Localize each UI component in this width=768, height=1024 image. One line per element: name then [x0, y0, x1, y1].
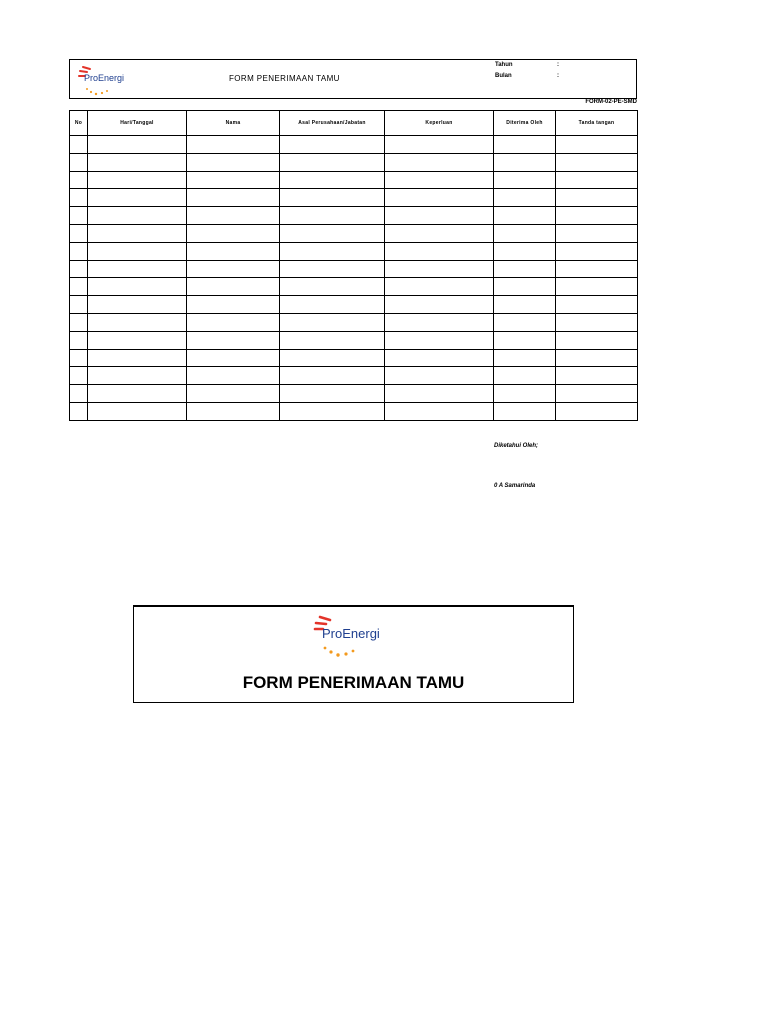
table-cell[interactable] [187, 260, 280, 278]
cover-box [133, 605, 574, 703]
table-row [70, 260, 638, 278]
table-cell[interactable] [385, 313, 494, 331]
table-cell[interactable] [70, 331, 88, 349]
table-row [70, 367, 638, 385]
table-cell[interactable] [70, 313, 88, 331]
table-cell[interactable] [280, 296, 385, 314]
table-cell[interactable] [385, 207, 494, 225]
cover-title: FORM PENERIMAAN TAMU [242, 673, 465, 692]
table-cell[interactable] [494, 224, 556, 242]
table-cell[interactable] [88, 278, 187, 296]
table-row [70, 331, 638, 349]
table-row [70, 296, 638, 314]
table-cell[interactable] [556, 296, 638, 314]
proenergi-logo [75, 64, 141, 98]
table-cell[interactable] [280, 189, 385, 207]
table-cell[interactable] [494, 136, 556, 154]
table-cell[interactable] [494, 402, 556, 420]
table-cell[interactable] [70, 171, 88, 189]
form-code: FORM-02-PE-SMD [585, 99, 637, 105]
table-cell[interactable] [70, 189, 88, 207]
table-row [70, 171, 638, 189]
table-cell[interactable] [280, 153, 385, 171]
table-cell[interactable] [385, 260, 494, 278]
table-cell[interactable] [187, 385, 280, 403]
table-cell[interactable] [556, 349, 638, 367]
table-cell[interactable] [556, 402, 638, 420]
table-cell[interactable] [187, 402, 280, 420]
table-cell[interactable] [88, 349, 187, 367]
table-cell[interactable] [385, 189, 494, 207]
table-cell[interactable] [88, 224, 187, 242]
table-cell[interactable] [187, 189, 280, 207]
table-cell[interactable] [70, 242, 88, 260]
table-cell[interactable] [88, 189, 187, 207]
table-cell[interactable] [556, 189, 638, 207]
table-cell[interactable] [494, 260, 556, 278]
table-cell[interactable] [385, 136, 494, 154]
table-cell[interactable] [494, 189, 556, 207]
table-cell[interactable] [187, 242, 280, 260]
table-cell[interactable] [88, 402, 187, 420]
table-cell[interactable] [70, 224, 88, 242]
table-cell[interactable] [70, 385, 88, 403]
table-row [70, 278, 638, 296]
table-cell[interactable] [187, 331, 280, 349]
table-cell[interactable] [280, 402, 385, 420]
table-cell[interactable] [556, 224, 638, 242]
table-cell[interactable] [280, 171, 385, 189]
table-row [70, 349, 638, 367]
table-cell[interactable] [280, 385, 385, 403]
month-label: Bulan [495, 73, 512, 79]
table-cell[interactable] [70, 278, 88, 296]
table-cell[interactable] [494, 349, 556, 367]
table-row [70, 136, 638, 154]
table-cell[interactable] [70, 136, 88, 154]
table-cell[interactable] [88, 153, 187, 171]
svg-text:ProEnergi: ProEnergi [322, 626, 380, 641]
table-cell[interactable] [70, 367, 88, 385]
column-header-date: Hari/Tanggal [88, 111, 187, 136]
table-cell[interactable] [280, 224, 385, 242]
table-cell[interactable] [385, 224, 494, 242]
table-cell[interactable] [385, 402, 494, 420]
table-cell[interactable] [88, 242, 187, 260]
table-header-row [70, 111, 638, 136]
table-row [70, 242, 638, 260]
table-cell[interactable] [385, 385, 494, 403]
table-cell[interactable] [187, 296, 280, 314]
table-cell[interactable] [187, 136, 280, 154]
table-body [70, 136, 638, 421]
table-cell[interactable] [494, 385, 556, 403]
table-cell[interactable] [187, 278, 280, 296]
table-cell[interactable] [70, 296, 88, 314]
table-cell[interactable] [88, 313, 187, 331]
table-row [70, 402, 638, 420]
table-cell[interactable] [494, 171, 556, 189]
table-cell[interactable] [494, 296, 556, 314]
location-label: 0 A Samarinda [494, 483, 536, 489]
table-cell[interactable] [494, 331, 556, 349]
table-cell[interactable] [385, 242, 494, 260]
table-cell[interactable] [494, 207, 556, 225]
table-cell[interactable] [70, 402, 88, 420]
table-cell[interactable] [556, 385, 638, 403]
table-cell[interactable] [280, 278, 385, 296]
table-cell[interactable] [187, 207, 280, 225]
table-cell[interactable] [187, 313, 280, 331]
table-cell[interactable] [70, 260, 88, 278]
table-cell[interactable] [556, 207, 638, 225]
table-cell[interactable] [88, 260, 187, 278]
table-cell[interactable] [88, 331, 187, 349]
table-cell[interactable] [88, 136, 187, 154]
table-cell[interactable] [556, 367, 638, 385]
table-cell[interactable] [556, 242, 638, 260]
table-cell[interactable] [70, 207, 88, 225]
table-cell[interactable] [187, 224, 280, 242]
table-cell[interactable] [187, 153, 280, 171]
table-cell[interactable] [385, 349, 494, 367]
column-header-name: Nama [187, 111, 280, 136]
year-colon: : [557, 62, 559, 68]
table-row [70, 385, 638, 403]
table-cell[interactable] [385, 367, 494, 385]
table-cell[interactable] [494, 242, 556, 260]
table-row [70, 153, 638, 171]
table-cell[interactable] [280, 260, 385, 278]
table-row [70, 224, 638, 242]
column-header-company: Asal Perusahaan/Jabatan [280, 111, 385, 136]
table-cell[interactable] [556, 331, 638, 349]
acknowledged-by-label: Diketahui Oleh; [494, 443, 539, 449]
table-cell[interactable] [88, 385, 187, 403]
guest-log-table [69, 110, 638, 421]
column-header-received-by: Diterima Oleh [494, 111, 556, 136]
table-cell[interactable] [70, 349, 88, 367]
table-cell[interactable] [556, 171, 638, 189]
table-cell[interactable] [280, 136, 385, 154]
table-cell[interactable] [385, 278, 494, 296]
table-cell[interactable] [556, 278, 638, 296]
table-cell[interactable] [187, 367, 280, 385]
column-header-no: No [70, 111, 88, 136]
table-cell[interactable] [280, 331, 385, 349]
table-cell[interactable] [556, 313, 638, 331]
table-cell[interactable] [88, 207, 187, 225]
table-cell[interactable] [280, 349, 385, 367]
table-cell[interactable] [556, 136, 638, 154]
year-label: Tahun [495, 62, 513, 68]
column-header-purpose: Keperluan [385, 111, 494, 136]
table-cell[interactable] [556, 260, 638, 278]
form-header [69, 59, 637, 99]
table-cell[interactable] [385, 171, 494, 189]
table-cell[interactable] [88, 367, 187, 385]
table-cell[interactable] [88, 171, 187, 189]
proenergi-logo [308, 612, 402, 662]
table-row [70, 313, 638, 331]
table-cell[interactable] [280, 242, 385, 260]
table-cell[interactable] [280, 313, 385, 331]
table-cell[interactable] [70, 153, 88, 171]
table-cell[interactable] [385, 331, 494, 349]
table-cell[interactable] [88, 296, 187, 314]
month-colon: : [557, 73, 559, 79]
table-cell[interactable] [494, 313, 556, 331]
table-row [70, 189, 638, 207]
table-cell[interactable] [494, 153, 556, 171]
table-cell[interactable] [494, 367, 556, 385]
table-row [70, 207, 638, 225]
column-header-signature: Tanda tangan [556, 111, 638, 136]
table-cell[interactable] [187, 349, 280, 367]
table-cell[interactable] [187, 171, 280, 189]
table-cell[interactable] [385, 296, 494, 314]
table-cell[interactable] [280, 367, 385, 385]
table-cell[interactable] [385, 153, 494, 171]
form-title: FORM PENERIMAAN TAMU [229, 74, 340, 83]
table-cell[interactable] [494, 278, 556, 296]
table-cell[interactable] [280, 207, 385, 225]
table-cell[interactable] [556, 153, 638, 171]
svg-text:ProEnergi: ProEnergi [84, 73, 125, 83]
